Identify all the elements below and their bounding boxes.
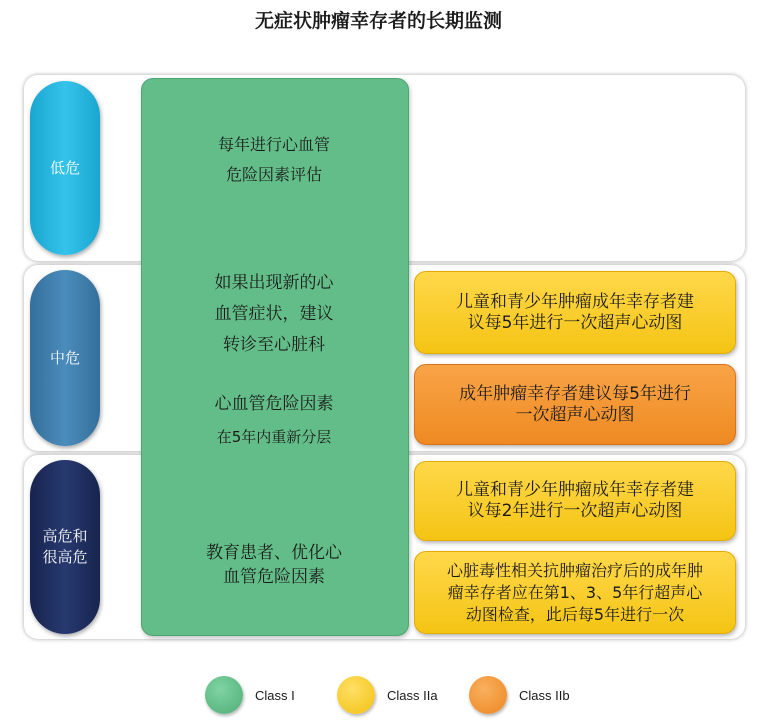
new-symptoms-text: [141, 268, 407, 361]
medium-risk-label: [30, 270, 100, 446]
legend-class-iib: [469, 676, 570, 714]
high-class-iia-b-line2: 瘤幸存者应在第1、3、5年行超声心: [447, 582, 703, 602]
high-risk-text-line2: 很高危: [42, 548, 88, 566]
high-risk-label: [30, 460, 100, 634]
restratify-text: [141, 388, 407, 454]
medium-class-iib-line1: 成年肿瘤幸存者建议每5年进行: [459, 383, 691, 404]
legend-class-iia-swatch: [337, 676, 375, 714]
annual-assessment-line1: 每年进行心血管: [217, 135, 330, 154]
high-class-iia-card-a: [414, 461, 736, 541]
medium-class-iia-line2: 议每5年进行一次超声心动图: [467, 312, 683, 333]
annual-assessment-line2: 危险因素评估: [225, 165, 322, 184]
new-symptoms-line1: 如果出现新的心: [214, 273, 334, 293]
education-line1: 教育患者、优化心: [206, 543, 342, 563]
medium-class-iib-line2: 一次超声心动图: [515, 404, 635, 425]
legend-class-i-swatch: [205, 676, 243, 714]
education-text: [141, 541, 407, 589]
medium-class-iia-line1: 儿童和青少年肿瘤成年幸存者建: [456, 291, 694, 312]
legend-class-iib-label: Class IIb: [519, 687, 570, 703]
diagram-title: 无症状肿瘤幸存者的长期监测: [254, 10, 502, 32]
legend-class-i-label: Class I: [255, 687, 295, 703]
education-line2: 血管危险因素: [223, 567, 325, 587]
annual-assessment-text: [141, 130, 407, 190]
new-symptoms-line2: 血管症状，建议: [214, 304, 334, 324]
high-class-iia-a-line1: 儿童和青少年肿瘤成年幸存者建: [456, 480, 694, 500]
legend-class-iia: [337, 676, 438, 714]
medium-class-iib-card: [414, 364, 736, 445]
legend-class-iia-label: Class IIa: [387, 687, 438, 703]
legend-class-i: [205, 676, 295, 714]
high-risk-text-line1: 高危和: [42, 527, 88, 545]
high-class-iia-b-line3: 动图检查，此后每5年进行一次: [465, 604, 685, 624]
high-class-iia-card-b: [414, 551, 736, 634]
low-risk-label: [30, 81, 100, 255]
medium-risk-text: 中危: [49, 348, 80, 367]
restratify-line1: 心血管危险因素: [214, 394, 334, 414]
new-symptoms-line3: 转诊至心脏科: [223, 335, 325, 355]
medium-class-iia-card: [414, 271, 736, 354]
low-risk-text: 低危: [49, 158, 80, 177]
high-class-iia-b-line1: 心脏毒性相关抗肿瘤治疗后的成年肿: [446, 560, 703, 580]
legend-class-iib-swatch: [469, 676, 507, 714]
high-class-iia-a-line2: 议每2年进行一次超声心动图: [467, 501, 683, 521]
restratify-line2: 在5年内重新分层: [216, 428, 332, 446]
